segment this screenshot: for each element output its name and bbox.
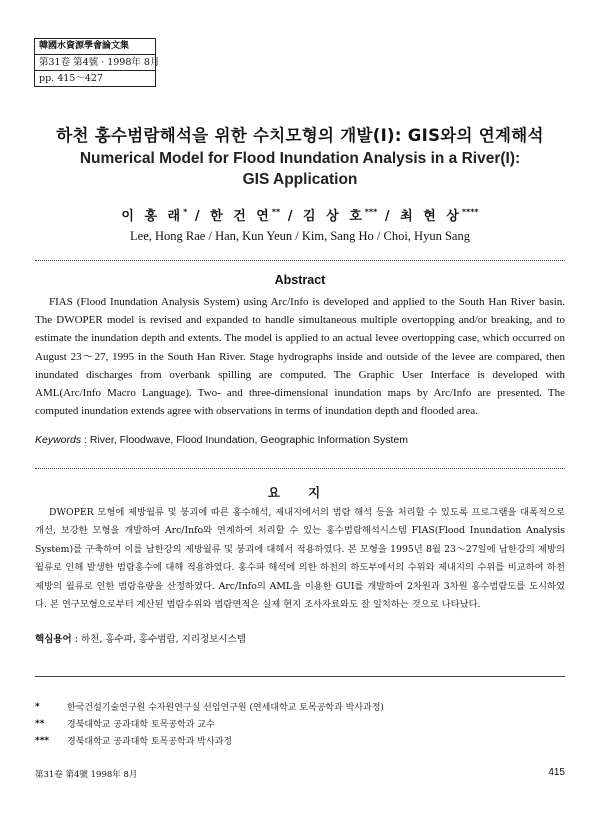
author-footnote-mark: **	[271, 207, 281, 217]
korean-abstract-body: DWOPER 모형에 제방월류 및 붕괴에 따른 홍수해석, 제내지에서의 범람 해석 등을 처리할 수 있도록 프로그램을 대폭적으로 개선, 보강한 모형을 개발하여 Arc/Info와 연계하여 처리할 수 있는 홍수범람해석시스템 FIAS(Flood Inundation Analysis System)를 구축하여 이를 남한강의 제방월류 및 붕괴에 대해서 적용하였다. 본 모형을 1995년 8월 23～27일에 남한강의 제방의 월류로 인해 발생한 범람홍수에 대해 적용하였다. 홍수파 해석에 의한 하천의 하도부에서의 수위와 제내지의 수위를 비교하여 하천제방의 월류로 인한 범람유량을 산정하였다. Arc/Info의 AML을 이용한 GUI를 개발하여 2차원과 3차원 홍수범람도를 도시하였다. 본 연구모형으로부터 계산된 범람수위와 범람면적은 실제 현지 조사자료와도 잘 일치하는 것으로 나타났다.	[35, 507, 565, 611]
author-separator: /	[287, 209, 296, 224]
authors-english: Lee, Hong Rae / Han, Kun Yeun / Kim, Sang Ho / Choi, Hyun Sang	[130, 229, 470, 243]
dotted-divider	[35, 260, 565, 261]
footnotes	[35, 698, 565, 749]
abstract-body: FIAS (Flood Inundation Analysis System) using Arc/Info is developed and applied to the South Han River basin. The DWOPER model is revised and expanded to handle simultaneous multiple overtopping and/or breaking, and to estimate the inundation depth and extents. The model is applied to an actual levee overtopping case, which occurred on August 23～27, 1995 in the South Han River. Stage hydrographs inside and outside of the levee are compared, then inundated discharges from overbank spilling are computed. The Graphic User Interface is developed with AML(Arc/Info Macro Language). Two- and three-dimensional inundation maps by Arc/Info are presented. The computed inundation extends agree with observations in terms of inundation depth and flooded area.	[35, 296, 565, 418]
journal-name: 韓國水資源學會論文集	[35, 39, 155, 55]
dotted-divider	[35, 468, 565, 469]
korean-keywords-separator: :	[71, 634, 81, 645]
korean-abstract-heading: 요 지	[267, 485, 333, 500]
author-footnote-mark: ***	[364, 207, 378, 217]
author-separator: /	[194, 209, 203, 224]
author-name: 김 상 호	[303, 209, 365, 224]
abstract-heading: Abstract	[274, 273, 326, 287]
footnote-text: 경북대학교 공과대학 토목공학과 박사과정	[67, 737, 233, 747]
journal-info-box	[34, 38, 160, 87]
author-footnote-mark: *	[183, 207, 188, 217]
korean-keywords-text: 하천, 홍수파, 홍수범람, 지리정보시스템	[80, 634, 246, 645]
author-name: 한 건 연	[210, 209, 272, 224]
keywords-separator: :	[81, 434, 90, 446]
paper-title-english-line1: Numerical Model for Flood Inundation Analysis in a River(I):	[79, 150, 521, 167]
paper-title-english	[0, 148, 600, 190]
authors-korean	[0, 205, 600, 224]
paper-title-korean: 하천 홍수범람해석을 위한 수치모형의 개발(I): GIS와의 연계해석	[56, 126, 544, 145]
footnote-mark: **	[35, 718, 45, 729]
footnote	[35, 732, 565, 749]
korean-keywords-line	[35, 631, 565, 645]
keywords-text: River, Floodwave, Flood Inundation, Geographic Information System	[89, 434, 408, 446]
journal-volume: 第31卷 第4號 · 1998年 8月	[35, 55, 155, 71]
footnote-mark: ***	[35, 735, 50, 746]
author-name: 이 홍 래	[121, 209, 184, 224]
page-number: 415	[548, 767, 565, 778]
paper-title-english-line2: GIS Application	[242, 171, 358, 188]
keywords-line	[35, 434, 565, 446]
footnote-rule	[35, 676, 565, 677]
footnote	[35, 715, 565, 732]
footnote-text: 한국건설기술연구원 수자원연구실 선임연구원 (연세대학교 토목공학과 박사과정)	[67, 703, 384, 713]
korean-keywords-label: 핵심용어	[35, 634, 72, 645]
author-name: 최 현 상	[400, 209, 462, 224]
author-footnote-mark: ****	[461, 207, 479, 217]
footer-journal-issue: 第31卷 第4號 1998年 8月	[35, 770, 138, 780]
footnote-text: 경북대학교 공과대학 토목공학과 교수	[67, 720, 215, 730]
keywords-label: Keywords	[35, 434, 82, 446]
journal-pages: pp. 415～427	[39, 73, 103, 84]
author-separator: /	[384, 209, 393, 224]
footnote-mark: *	[35, 701, 40, 712]
footnote	[35, 698, 565, 715]
